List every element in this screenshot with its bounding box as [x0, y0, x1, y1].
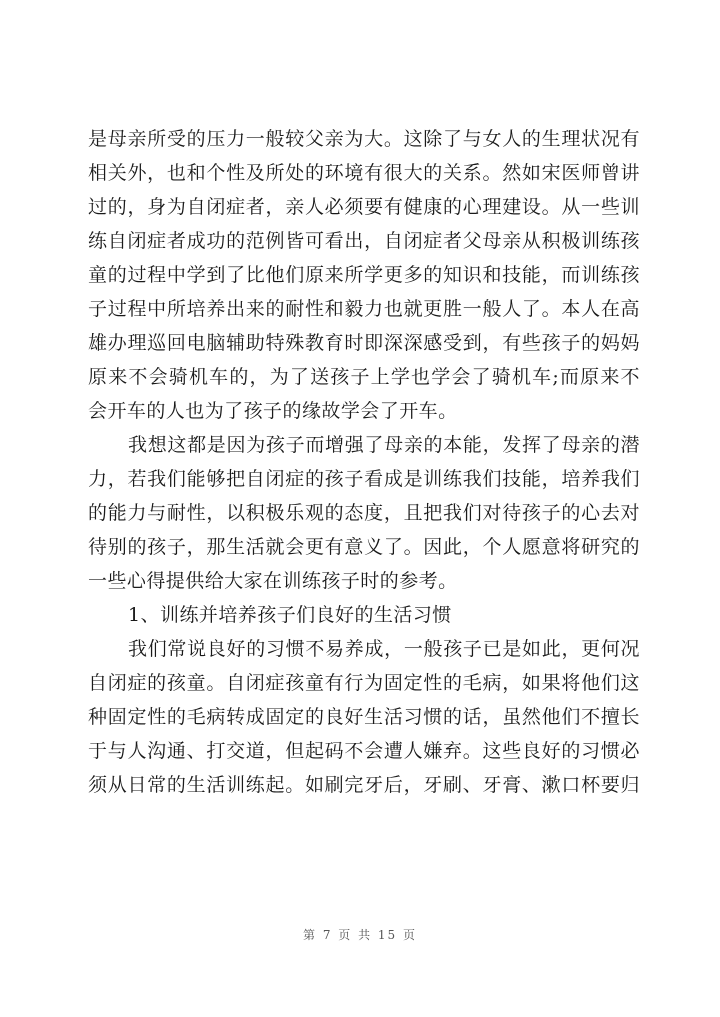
text-line: 会开车的人也为了孩子的缘故学会了开车。: [88, 400, 458, 422]
text-line: 须从日常的生活训练起。如刷完牙后，牙刷、牙膏、漱口杯要归: [88, 774, 640, 796]
text-line: 于与人沟通、打交道，但起码不会遭人嫌弃。这些良好的习惯必: [88, 740, 640, 762]
text-line: 原来不会骑机车的，为了送孩子上学也学会了骑机车;而原来不: [88, 366, 640, 388]
text-line: 过的，身为自闭症者，亲人必须要有健康的心理建设。从一些训: [88, 196, 640, 218]
page-number-footer: 第 7 页 共 15 页: [303, 928, 417, 942]
text-line: 雄办理巡回电脑辅助特殊教育时即深深感受到，有些孩子的妈妈: [88, 332, 640, 354]
text-line: 是母亲所受的压力一般较父亲为大。这除了与女人的生理状况有: [88, 128, 640, 150]
text-line: 力，若我们能够把自闭症的孩子看成是训练我们技能，培养我们: [88, 468, 640, 490]
text-line: 待别的孩子，那生活就会更有意义了。因此，个人愿意将研究的: [88, 536, 640, 558]
document-body: [88, 122, 640, 802]
text-line: 的能力与耐性，以积极乐观的态度，且把我们对待孩子的心去对: [88, 502, 640, 524]
text-line: 我想这都是因为孩子而增强了母亲的本能，发挥了母亲的潜: [128, 434, 640, 456]
paragraph-1: [88, 122, 640, 428]
text-line: 种固定性的毛病转成固定的良好生活习惯的话，虽然他们不擅长: [88, 706, 640, 728]
heading-text: 1、训练并培养孩子们良好的生活习惯: [128, 604, 452, 626]
text-line: 练自闭症者成功的范例皆可看出，自闭症者父母亲从积极训练孩: [88, 230, 640, 252]
text-line: 相关外，也和个性及所处的环境有很大的关系。然如宋医师曾讲: [88, 162, 640, 184]
section-heading: [88, 598, 640, 632]
text-line: 自闭症的孩童。自闭症孩童有行为固定性的毛病，如果将他们这: [88, 672, 640, 694]
paragraph-3: [88, 632, 640, 802]
text-line: 子过程中所培养出来的耐性和毅力也就更胜一般人了。本人在高: [88, 298, 640, 320]
text-line: 我们常说良好的习惯不易养成，一般孩子已是如此，更何况: [128, 638, 640, 660]
text-line: 一些心得提供给大家在训练孩子时的参考。: [88, 570, 458, 592]
paragraph-2: [88, 428, 640, 598]
text-line: 童的过程中学到了比他们原来所学更多的知识和技能，而训练孩: [88, 264, 640, 286]
